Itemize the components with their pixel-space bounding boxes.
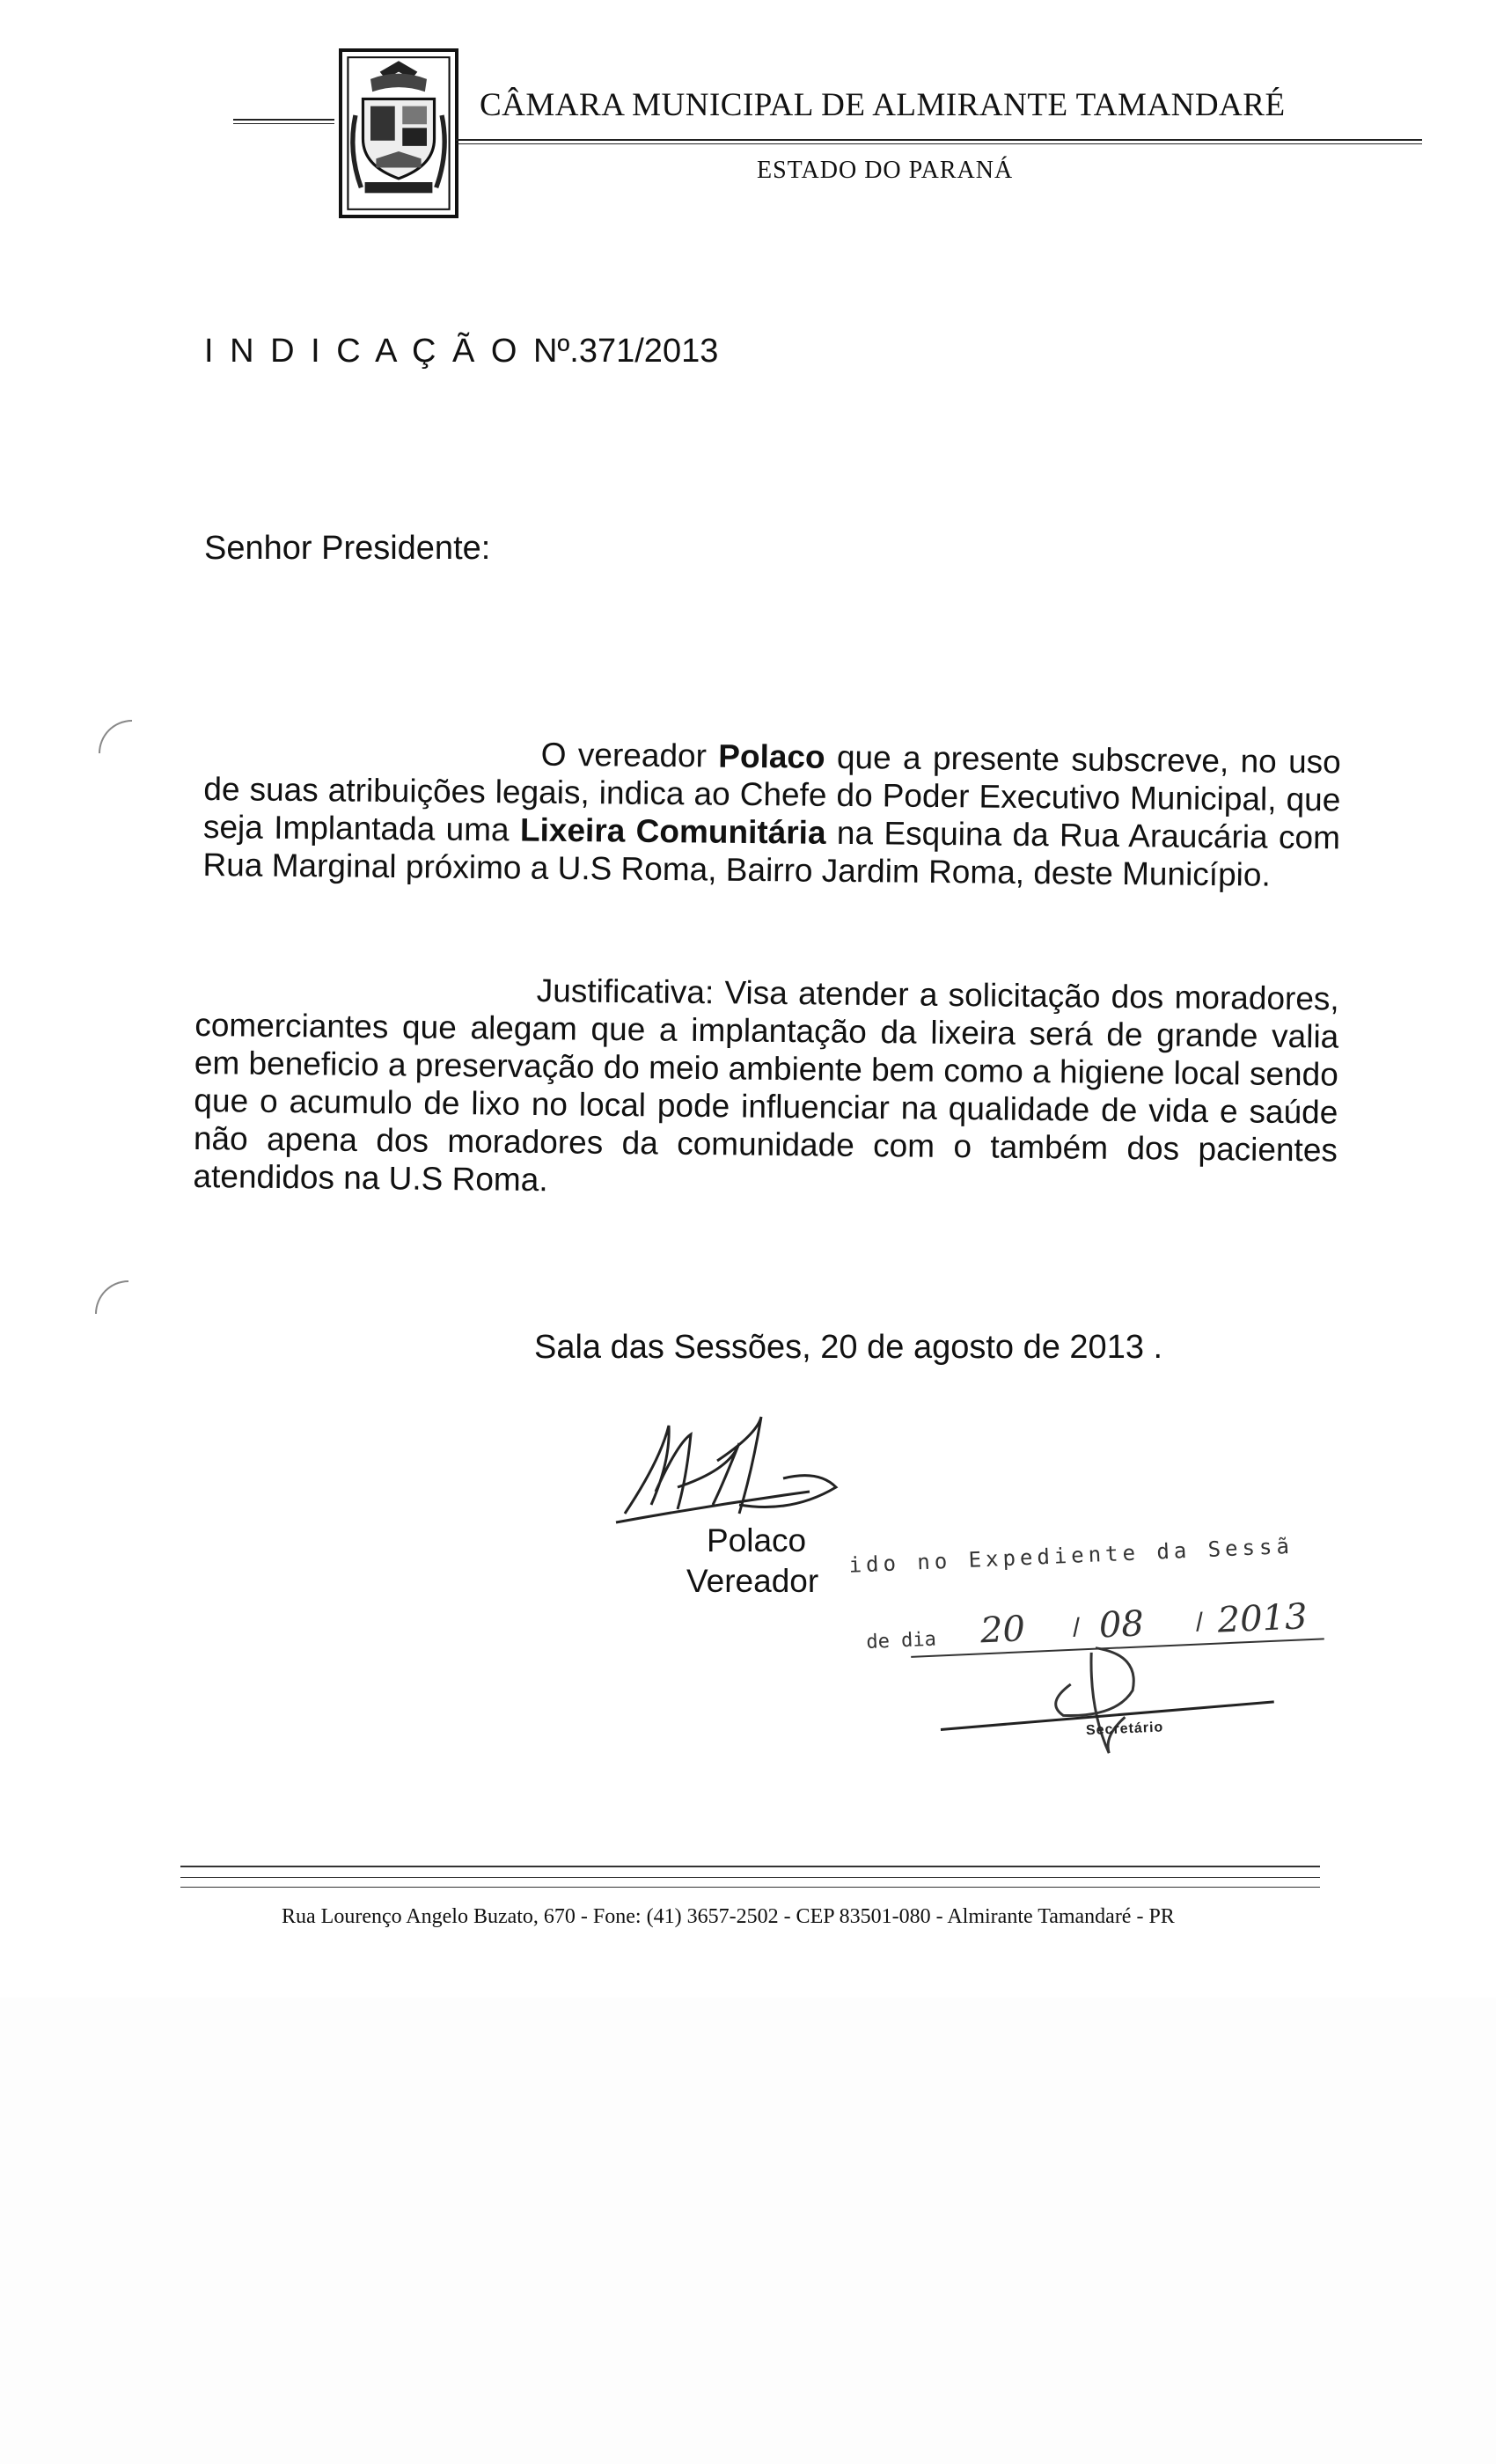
- request-paragraph: [202, 732, 1341, 894]
- scan-background: [0, 1998, 1496, 2464]
- session-stamp: [845, 1530, 1382, 1773]
- signer-role: Vereador: [686, 1563, 819, 1599]
- document-number: Nº.371/2013: [532, 333, 719, 370]
- paragraph-text: O vereador: [540, 736, 719, 774]
- stamp-separator: /: [1072, 1613, 1082, 1643]
- stamp-day: 20: [979, 1609, 1026, 1652]
- footer-rule: [180, 1866, 1320, 1867]
- paragraph-text: na Esquina da Rua Araucária com Rua Marginal próximo a U.S Roma, Bairro Jardim Roma, deste Município.: [202, 814, 1341, 893]
- secretary-signature: [937, 1632, 1277, 1769]
- signer-name: Polaco: [707, 1522, 807, 1558]
- punch-hole-mark: [99, 720, 132, 753]
- document-title: [204, 333, 718, 370]
- councilor-name: Polaco: [718, 737, 825, 775]
- state-name: ESTADO DO PARANÁ: [757, 157, 1014, 184]
- document-title-label: I N D I C A Ç Ã O: [204, 333, 521, 370]
- closing-date: Sala das Sessões, 20 de agosto de 2013 .: [534, 1329, 1163, 1366]
- greeting: Senhor Presidente:: [204, 530, 491, 567]
- footer-rule: [180, 1887, 1320, 1888]
- request-subject: Lixeira Comunitária: [519, 811, 826, 851]
- stamp-secretary-label: Secretário: [1085, 1720, 1164, 1739]
- footer-rule: [180, 1877, 1320, 1878]
- header-rule: [233, 119, 334, 124]
- stamp-year: 2013: [1216, 1596, 1309, 1641]
- header-rule: [456, 139, 1422, 144]
- stamp-dia-label: de dia: [865, 1628, 937, 1654]
- justification-paragraph: [193, 968, 1339, 1207]
- stamp-heading: ido no Expediente da Sessã: [847, 1533, 1294, 1578]
- footer-address: Rua Lourenço Angelo Buzato, 670 - Fone: (41) 3657-2502 - CEP 83501-080 - Almirante Tamandaré - PR: [282, 1905, 1175, 1928]
- stamp-month: 08: [1097, 1603, 1145, 1646]
- punch-hole-mark: [95, 1280, 128, 1314]
- municipal-coat-of-arms-icon: [339, 48, 458, 218]
- paragraph-text: que a presente subscreve, no uso de suas atribuições legais, indica ao Chefe do Poder Executivo Municipal, que seja Implantada uma: [202, 738, 1341, 848]
- institution-name: CÂMARA MUNICIPAL DE ALMIRANTE TAMANDARÉ: [480, 87, 1286, 123]
- stamp-separator: /: [1195, 1608, 1204, 1638]
- justification-text: Justificativa: Visa atender a solicitação dos moradores, comerciantes que alegam que a implantação da lixeira será de grande valia em beneficio a preservação do meio ambiente bem como a higiene local sendo que o acumulo de lixo no local pode influenciar na qualidade de vida e saúde não apena dos moradores da comunidade com o também dos pacientes atendidos na U.S Roma.: [193, 972, 1339, 1199]
